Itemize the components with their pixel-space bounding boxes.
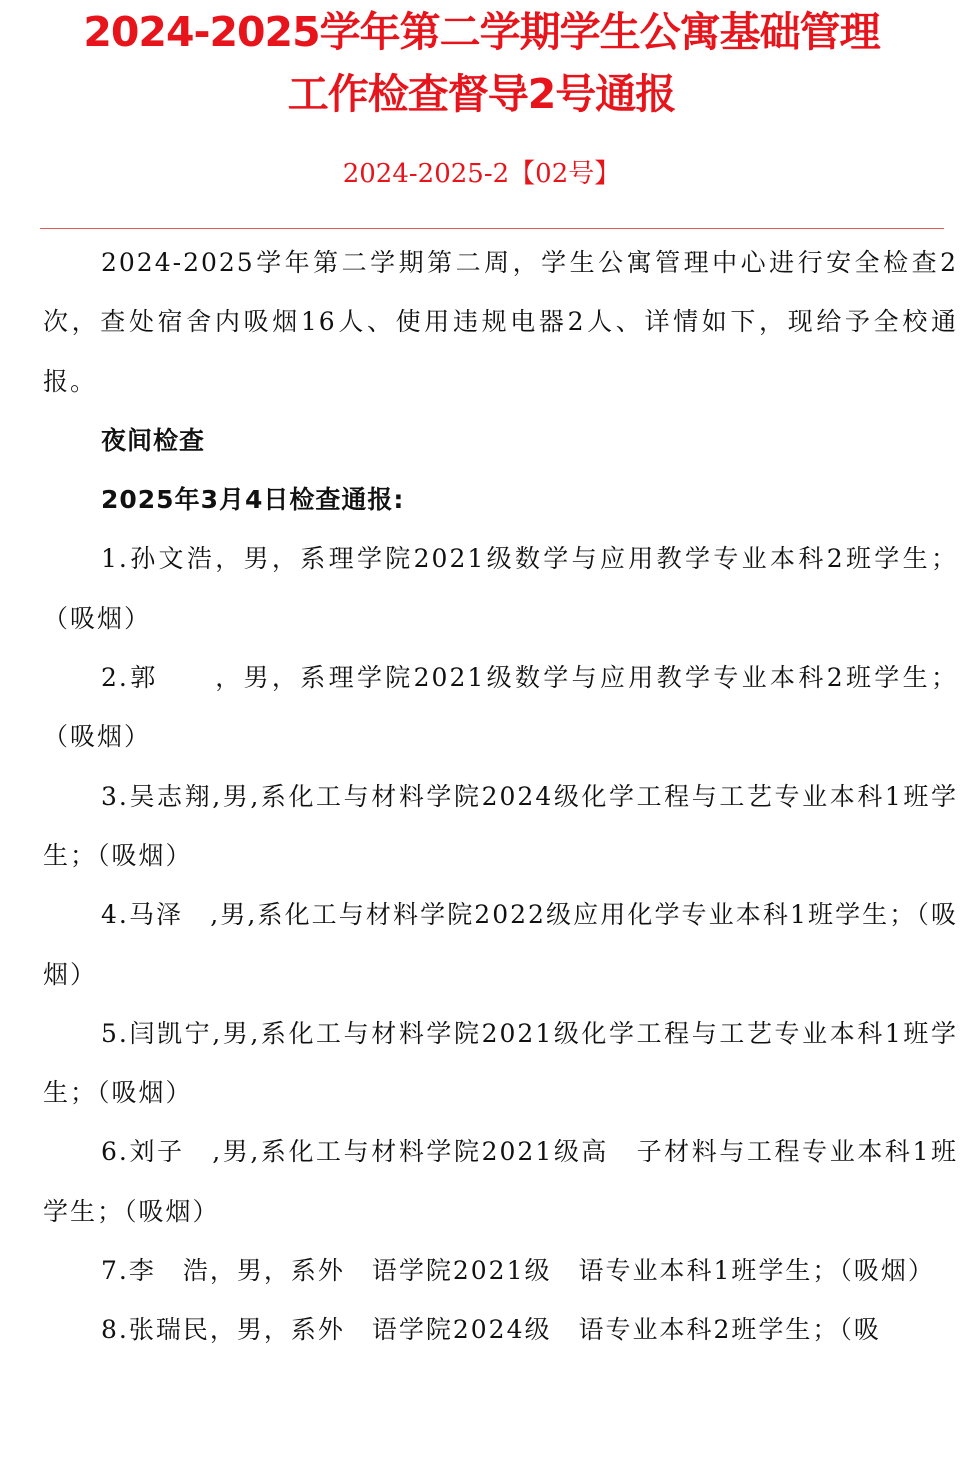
list-item: 5.闫凯宁,男,系化工与材料学院2021级化学工程与工艺专业本科1班学生；（吸烟） bbox=[43, 1018, 958, 1108]
list-item: 6.刘子 ,男,系化工与材料学院2021级高 子材料与工程专业本科1班学生；（吸烟） bbox=[43, 1137, 958, 1226]
list-item: 4.马泽 ,男,系化工与材料学院2022级应用化学专业本科1班学生；（吸烟） bbox=[43, 900, 958, 989]
list-item: 8.张瑞民，男，系外 语学院2024级 语专业本科2班学生；（吸 bbox=[101, 1315, 881, 1345]
list-item: 7.李 浩，男，系外 语学院2021级 语专业本科1班学生；（吸烟） bbox=[101, 1256, 935, 1286]
list-item: 3.吴志翔,男,系化工与材料学院2024级化学工程与工艺专业本科1班学生；（吸烟） bbox=[43, 781, 958, 870]
document-number: 2024-2025-2【02号】 bbox=[342, 159, 621, 189]
header-divider bbox=[40, 228, 944, 229]
document-body bbox=[43, 233, 958, 1360]
document-title-line-1: 2024-2025学年第二学期学生公寓基础管理 bbox=[83, 8, 880, 56]
date-heading: 2025年3月4日检查通报: bbox=[101, 485, 405, 515]
intro-paragraph: 2024-2025学年第二学期第二周，学生公寓管理中心进行安全检查2次，查处宿舍内吸烟16人、使用违规电器2人、详情如下，现给予全校通报。 bbox=[43, 248, 958, 396]
section-heading: 夜间检查 bbox=[101, 425, 206, 455]
document-title-line-2: 工作检查督导2号通报 bbox=[287, 70, 676, 118]
list-item: 1.孙文浩，男，系理学院2021级数学与应用教学专业本科2班学生；（吸烟） bbox=[43, 544, 958, 633]
list-item: 2.郭 ，男，系理学院2021级数学与应用教学专业本科2班学生；（吸烟） bbox=[43, 663, 958, 752]
